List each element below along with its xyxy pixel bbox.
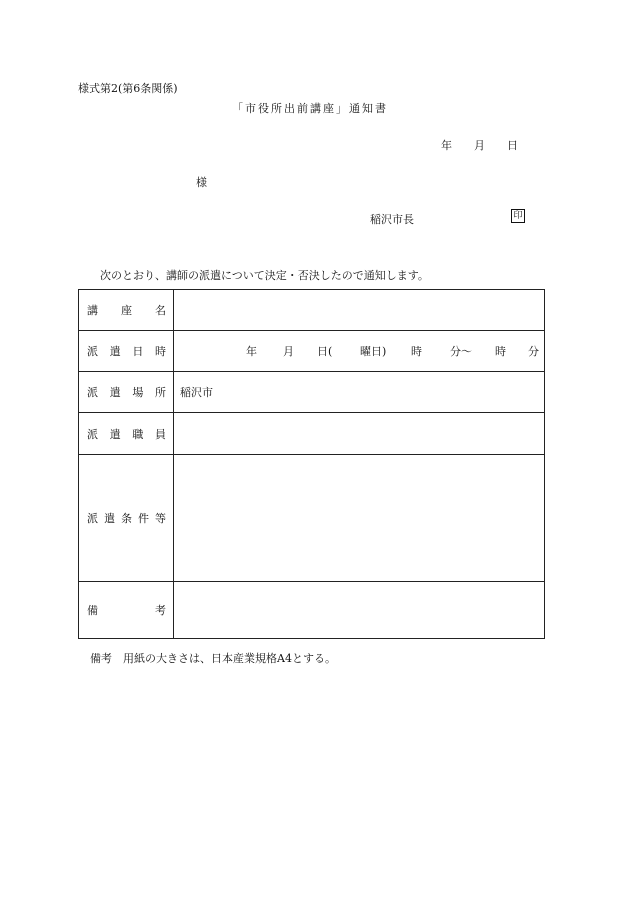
dt-hour-end: 時 [495, 345, 506, 358]
seal-mark: 印 [511, 209, 525, 223]
notice-table [78, 289, 545, 639]
value-remarks[interactable] [174, 582, 545, 639]
dt-month: 月 [283, 345, 294, 358]
label-remarks: 備 考 [79, 582, 174, 639]
form-number: 様式第2(第6条関係) [78, 82, 178, 95]
table-row-staff [79, 413, 545, 455]
value-dispatch-staff[interactable] [174, 413, 545, 455]
table-row-course [79, 290, 545, 331]
value-dispatch-conditions[interactable] [174, 455, 545, 582]
label-course-name: 講 座 名 [79, 290, 174, 331]
intro-sentence: 次のとおり、講師の派遣について決定・否決したので通知します。 [100, 269, 429, 282]
dt-weekday: 曜日) [360, 345, 387, 358]
label-dispatch-datetime: 派 遣 日 時 [79, 331, 174, 372]
issuer-name: 稲沢市長 [370, 213, 414, 226]
label-dispatch-staff: 派 遣 職 員 [79, 413, 174, 455]
document-title: 「市役所出前講座」通知書 [232, 102, 388, 115]
addressee-suffix: 様 [196, 176, 207, 189]
table-row-conditions [79, 455, 545, 582]
dt-hour-start: 時 [411, 345, 422, 358]
table-row-place [79, 372, 545, 413]
dt-year: 年 [246, 345, 257, 358]
month-label: 月 [474, 139, 485, 152]
value-dispatch-datetime[interactable] [174, 331, 545, 372]
dt-day: 日( [317, 345, 333, 358]
issue-date-line [441, 137, 518, 153]
dt-minute-end: 分 [528, 345, 539, 358]
label-dispatch-place: 派 遣 場 所 [79, 372, 174, 413]
footnote: 備考 用紙の大きさは、日本産業規格A4とする。 [90, 652, 336, 665]
year-label: 年 [441, 139, 452, 152]
table-row-datetime [79, 331, 545, 372]
table-row-remarks [79, 582, 545, 639]
value-course-name[interactable] [174, 290, 545, 331]
day-label: 日 [507, 139, 518, 152]
value-dispatch-place[interactable]: 稲沢市 [174, 372, 545, 413]
label-dispatch-conditions: 派 遣 条 件 等 [79, 455, 174, 582]
dt-minute-start: 分〜 [450, 345, 472, 358]
